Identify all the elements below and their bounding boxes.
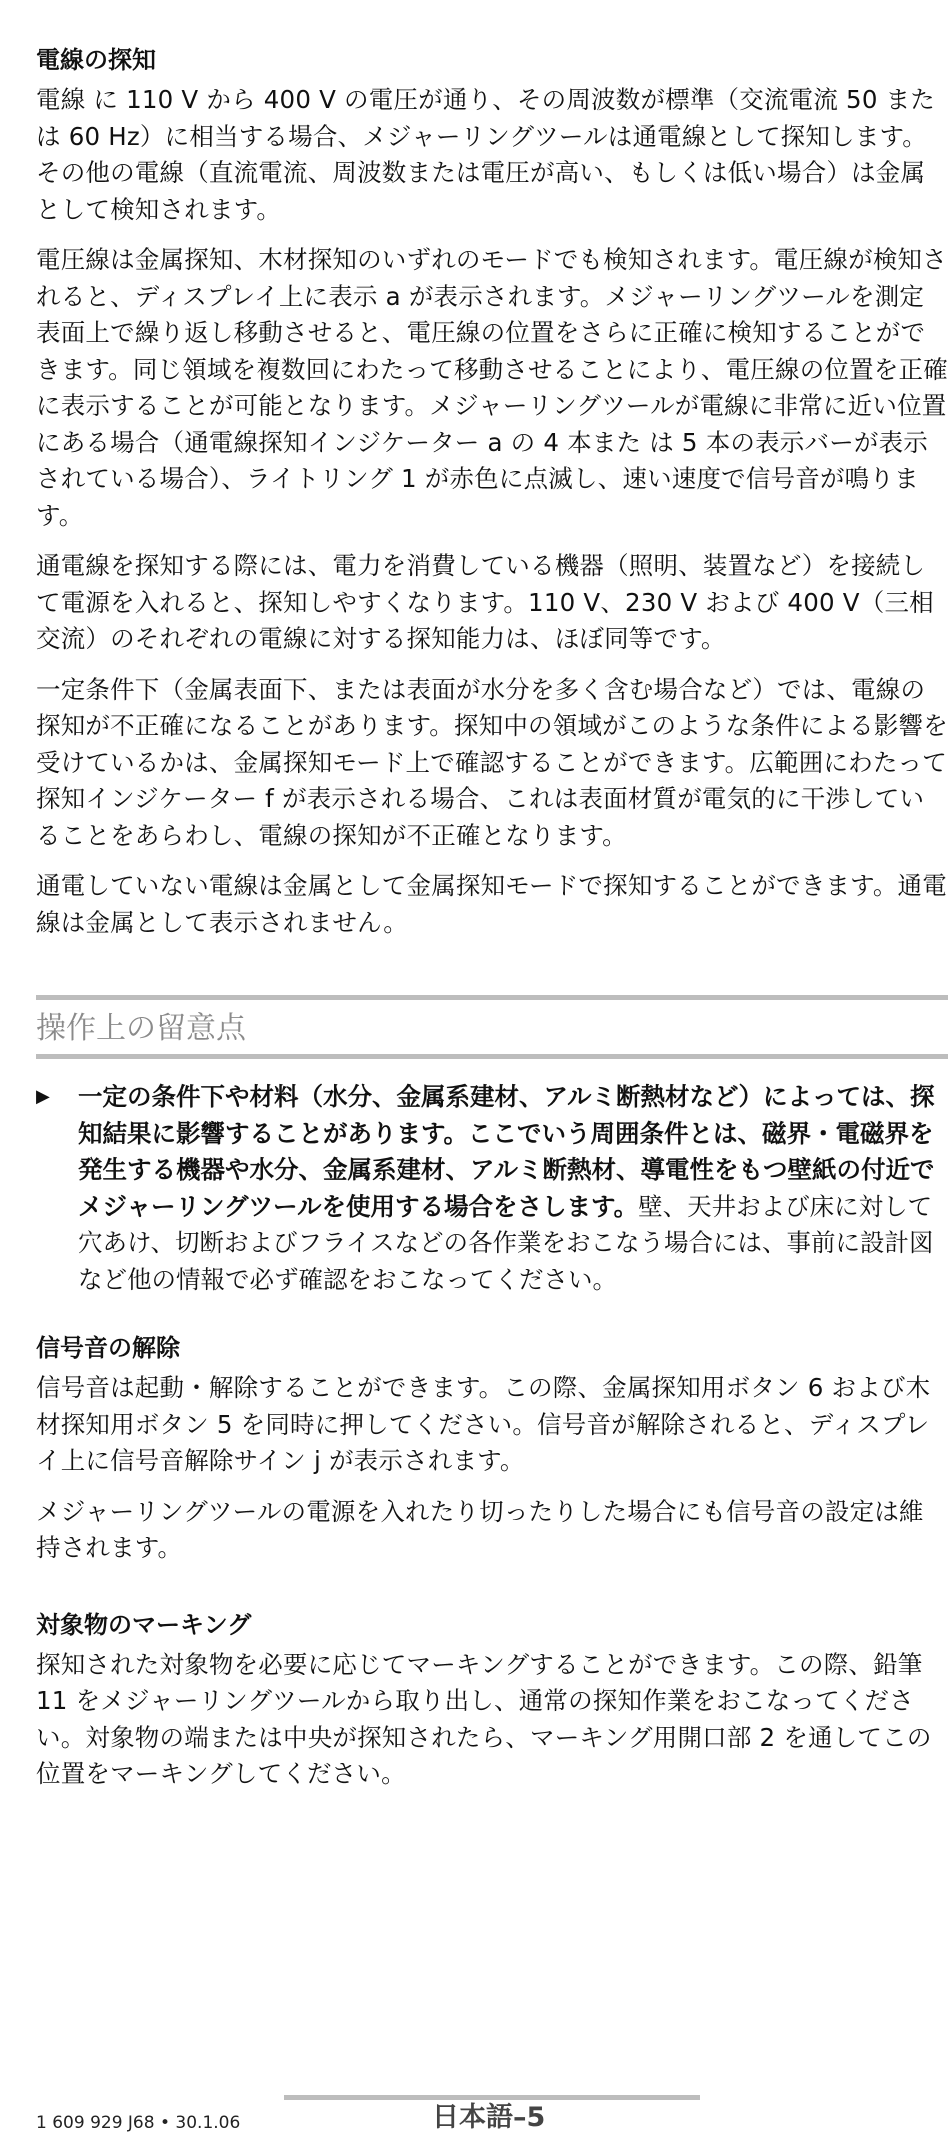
spacer [36,955,948,995]
section-rule-bottom [36,1054,948,1059]
paragraph: 電線 に 110 V から 400 V の電圧が通り、その周波数が標準（交流電流 50 または 60 Hz）に相当する場合、メジャーリングツールは通電線として探知します。その他の電線（直流電流、周波数または電圧が高い、もしくは低い場合）は金属として検知されます。 [36,85,936,224]
bullet-text: 壁、天井および床に対して穴あけ、切断およびフライスなどの各作業をおこなう場合には、事前に設計図など他の情報で必ず確認をおこなってください。 [78,1191,934,1294]
paragraph: 探知された対象物を必要に応じてマーキングすることができます。この際、鉛筆 11 をメジャーリングツールから取り出し、通常の探知作業をおこなってください。対象物の端または中央が探知されたら、マーキング用開口部 2 を通してこの位置をマーキングしてください。 [36,1649,932,1788]
section-header [36,995,948,1059]
section-title: 操作上の留意点 [36,1011,246,1046]
heading-beep-cancel: 信号音の解除 [36,1334,180,1362]
paragraph: 通電線を探知する際には、電力を消費している機器（照明、装置など）を接続して電源を入れると、探知しやすくなります。110 V、230 V および 400 V（三相交流）のそれぞれの電線に対する探知能力は、ほぼ同等です。 [36,551,934,653]
paragraph: 電圧線は金属探知、木材探知のいずれのモードでも検知されます。電圧線が検知されると、ディスプレイ上に表示 a が表示されます。メジャーリングツールを測定表面上で繰り返し移動させると、電圧線の位置をさらに正確に検知することができます。同じ領域を複数回にわたって移動させることにより、電圧線の位置を正確に表示することが可能となります。メジャーリングツールが電線に非常に近い位置にある場合（通電線探知インジケーター a の 4 本また は 5 本の表示バーが表示されている場合）、ライトリング 1 が赤色に点滅し、速い速度で信号音が鳴ります。 [36,245,948,530]
spacer [36,1581,948,1605]
paragraph: 一定条件下（金属表面下、または表面が水分を多く含む場合など）では、電線の探知が不正確になることがあります。探知中の領域がこのような条件による影響を受けているかは、金属探知モード上で確認することができます。広範囲にわたって探知インジケーター f が表示される場合、これは表面材質が電気的に干渉していることをあらわし、電線の探知が不正確となります。 [36,674,948,850]
paragraph: メジャーリングツールの電源を入れたり切ったりした場合にも信号音の設定は維持されます。 [36,1496,924,1562]
heading-object-marking: 対象物のマーキング [36,1610,252,1639]
footer-rule [284,2095,700,2100]
manual-page [36,40,948,1807]
heading-wire-detection: 電線の探知 [36,46,156,74]
paragraph: 信号音は起動・解除することができます。この際、金属探知用ボタン 6 および木材探知用ボタン 5 を同時に押してください。信号音が解除されると、ディスプレイ上に信号音解除サイン j が表示されます。 [36,1373,931,1475]
document-code: 1 609 929 J68 • 30.1.06 [36,2113,241,2133]
bullet-bold-text: 一定の条件下や材料（水分、金属系建材、アルミ断熱材など）によっては、探知結果に影響することがあります。ここでいう周囲条件とは、磁界・電磁界を発生する機器や水分、金属系建材、アルミ断熱材、導電性をもつ壁紙の付近でメジャーリングツールを使用する場合をさします。 [78,1082,935,1221]
bullet-item [36,1079,948,1298]
page-footer [0,2085,950,2139]
page-number: 日本語–5 [432,2102,546,2133]
paragraph: 通電していない電線は金属として金属探知モードで探知することができます。通電線は金属として表示されません。 [36,871,947,937]
triangle-bullet-icon: ▶ [36,1086,50,1107]
